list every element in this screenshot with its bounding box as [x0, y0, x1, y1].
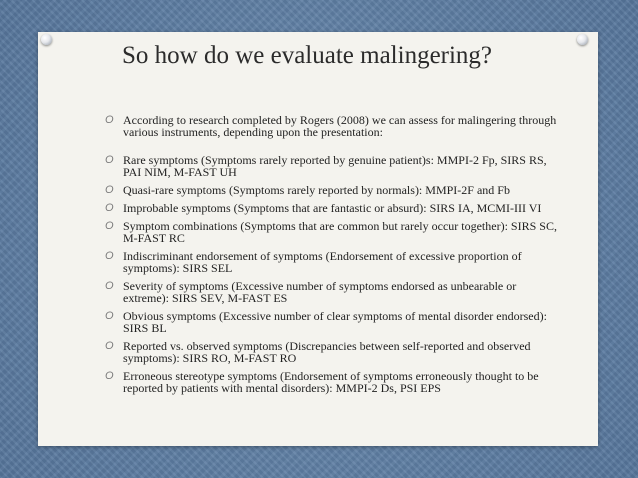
bullet-text: Obvious symptoms (Excessive number of clear symptoms of mental disorder endorsed): SIRS BL: [123, 309, 547, 335]
slide-title: So how do we evaluate malingering?: [122, 42, 493, 69]
bullet-text: Severity of symptoms (Excessive number of symptoms endorsed as unbearable or extreme): SIRS SEV, M-FAST ES: [123, 279, 517, 305]
bullet-text: Symptom combinations (Symptoms that are common but rarely occur together): SIRS SC, M-FAST RC: [123, 219, 557, 245]
list-item: [105, 339, 560, 365]
bullet-marker-icon: O: [105, 250, 114, 262]
bullet-marker-icon: O: [105, 280, 114, 292]
bullet-text: Reported vs. observed symptoms (Discrepancies between self-reported and observed symptoms): SIRS RO, M-FAST RO: [123, 339, 531, 365]
list-item: [105, 249, 560, 275]
bullet-text: Rare symptoms (Symptoms rarely reported by genuine patient)s: MMPI-2 Fp, SIRS RS, PAI NIM, M-FAST UH: [123, 153, 547, 179]
list-item: [105, 309, 560, 335]
bullet-marker-icon: O: [105, 340, 114, 352]
bullet-text: Improbable symptoms (Symptoms that are fantastic or absurd): SIRS IA, MCMI-III VI: [123, 201, 542, 215]
bullet-text: Erroneous stereotype symptoms (Endorsement of symptoms erroneously thought to be reported by patients with mental disorders): MMPI-2 Ds, PSI EPS: [123, 369, 539, 395]
bullet-list: [105, 113, 560, 400]
list-item: [105, 369, 560, 395]
bullet-marker-icon: O: [105, 310, 114, 322]
bullet-text: Quasi-rare symptoms (Symptoms rarely reported by normals): MMPI-2F and Fb: [123, 183, 510, 197]
list-item: [105, 183, 560, 197]
bullet-marker-icon: O: [105, 184, 114, 196]
list-item: [105, 201, 560, 215]
bullet-marker-icon: O: [105, 220, 114, 232]
bullet-marker-icon: O: [105, 154, 114, 166]
list-item: [105, 219, 560, 245]
list-item: [105, 153, 560, 179]
bullet-marker-icon: O: [105, 114, 114, 126]
bullet-marker-icon: O: [105, 202, 114, 214]
bullet-marker-icon: O: [105, 370, 114, 382]
list-item: [105, 279, 560, 305]
bullet-text: According to research completed by Rogers (2008) we can assess for malingering through various instruments, depending upon the presentation:: [123, 113, 557, 139]
list-item: [105, 113, 560, 139]
bullet-text: Indiscriminant endorsement of symptoms (Endorsement of excessive proportion of symptoms): SIRS SEL: [123, 249, 522, 275]
